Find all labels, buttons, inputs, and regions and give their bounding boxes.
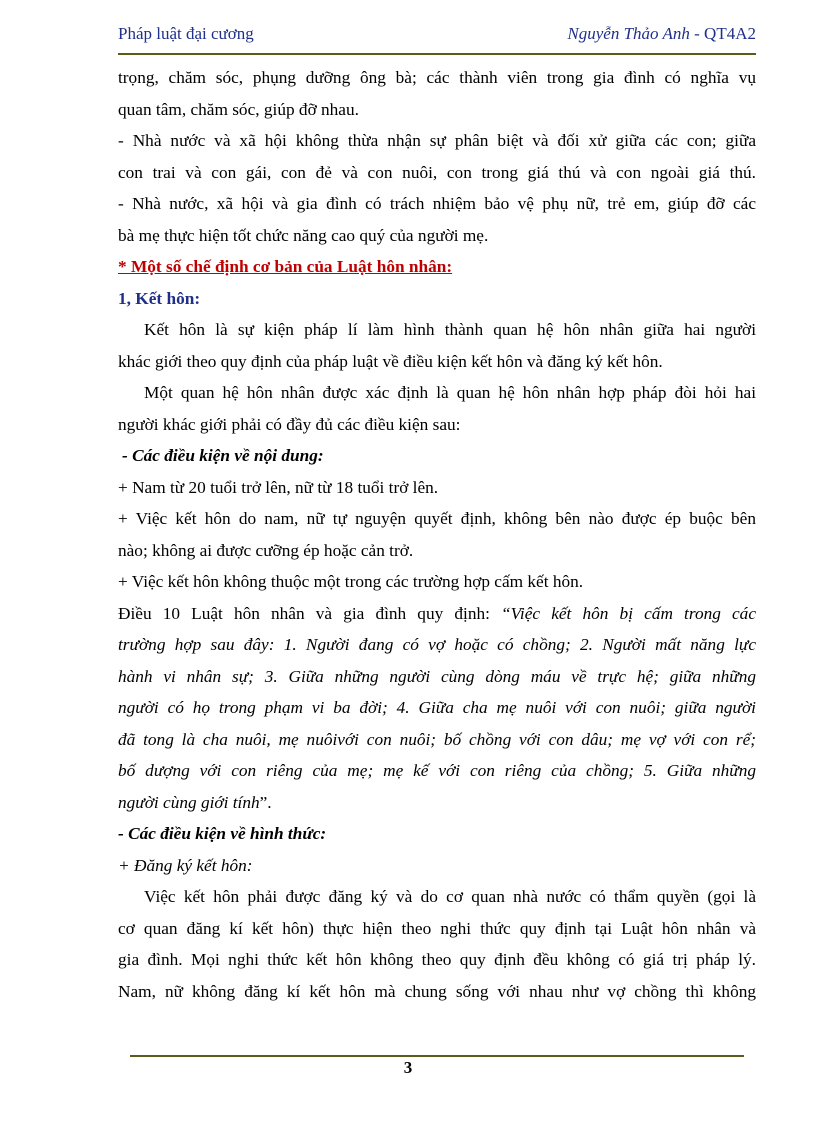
text-line: cơ quan đăng kí kết hôn) thực hiện theo nghi thức quy định tại Luật hôn nhân và [118,918,756,938]
page-header [118,24,756,48]
text-line: - Nhà nước và xã hội không thừa nhận sự phân biệt và đối xử giữa các con; giữa [118,131,756,150]
text-line: con trai và con gái, con đẻ và con nuôi, con trong giá thú và con ngoài giá thú. [118,162,756,182]
header-rule [118,53,756,55]
quote-line: bố dượng với con riêng của mẹ; mẹ kế với con riêng của chồng; 5. Giữa những [118,761,756,780]
quote-line: hành vi nhân sự; 3. Giữa những người cùng dòng máu về trực hệ; giữa những [118,666,756,686]
condition-heading: - Các điều kiện về nội dung: [122,446,324,465]
footer-rule [130,1055,744,1057]
text-line: nào; không ai được cưỡng ép hoặc cản trở. [118,540,414,560]
header-separator: - [689,24,705,43]
text-line: quan tâm, chăm sóc, giúp đỡ nhau. [118,99,359,119]
page-number: 3 [403,1058,413,1077]
paragraph-line: Việc kết hôn phải được đăng ký và do cơ quan nhà nước có thẩm quyền (gọi là [144,887,756,906]
list-item: + Việc kết hôn do nam, nữ tự nguyện quyết định, không bên nào được ép buộc bên [118,509,756,528]
article-quote: “Việc kết hôn bị cấm trong các [501,603,756,623]
text-line: - Nhà nước, xã hội và gia đình có trách nhiệm bảo vệ phụ nữ, trẻ em, giúp đỡ các [118,194,756,213]
list-item: + Nam từ 20 tuổi trở lên, nữ từ 18 tuổi trở lên. [118,477,439,497]
header-class-code: QT4A2 [704,24,756,43]
quote-line: người có họ trong phạm vi ba đời; 4. Giữa cha mẹ nuôi với con nuôi; giữa người [118,698,756,717]
text-line: trọng, chăm sóc, phụng dưỡng ông bà; các thành viên trong gia đình có nghĩa vụ [118,68,756,87]
condition-heading: - Các điều kiện về hình thức: [118,824,327,843]
text-line: người khác giới phải có đầy đủ các điều kiện sau: [118,414,461,434]
paragraph-line: Kết hôn là sự kiện pháp lí làm hình thành quan hệ hôn nhân giữa hai người [144,320,756,339]
subsection-heading: 1, Kết hôn: [118,288,201,308]
quote-text: người cùng giới tính [118,792,260,812]
quote-line: đã tong là cha nuôi, mẹ nuôivới con nuôi; bố chồng với con dâu; mẹ vợ với con rể; [118,729,756,749]
document-body [118,62,756,1007]
list-item: + Việc kết hôn không thuộc một trong các trường hợp cấm kết hôn. [118,572,584,591]
list-item: + Đăng ký kết hôn: [118,855,253,875]
paragraph-line: Một quan hệ hôn nhân được xác định là quan hệ hôn nhân hợp pháp đòi hỏi hai [144,383,756,402]
text-line: bà mẹ thực hiện tốt chức năng cao quý của người mẹ. [118,225,489,245]
quote-line: trường hợp sau đây: 1. Người đang có vợ hoặc có chồng; 2. Người mất năng lực [118,635,756,654]
quote-line-end [118,787,756,819]
text-line: Nam, nữ không đăng kí kết hôn mà chung sống với nhau như vợ chồng thì không [118,981,756,1001]
header-author [567,24,756,44]
quote-close: ”. [259,792,272,812]
text-line: gia đình. Mọi nghi thức kết hôn không theo quy định đều không có giá trị pháp lý. [118,950,756,969]
header-author-name: Nguyễn Thảo Anh [567,24,690,43]
header-course-title: Pháp luật đại cương [118,24,254,43]
article-intro: Điều 10 Luật hôn nhân và gia đình quy định: [118,603,502,623]
text-line: khác giới theo quy định của pháp luật về điều kiện kết hôn và đăng ký kết hôn. [118,351,663,371]
article-line [118,598,756,630]
section-heading: * Một số chế định cơ bản của Luật hôn nhân: [118,257,453,276]
